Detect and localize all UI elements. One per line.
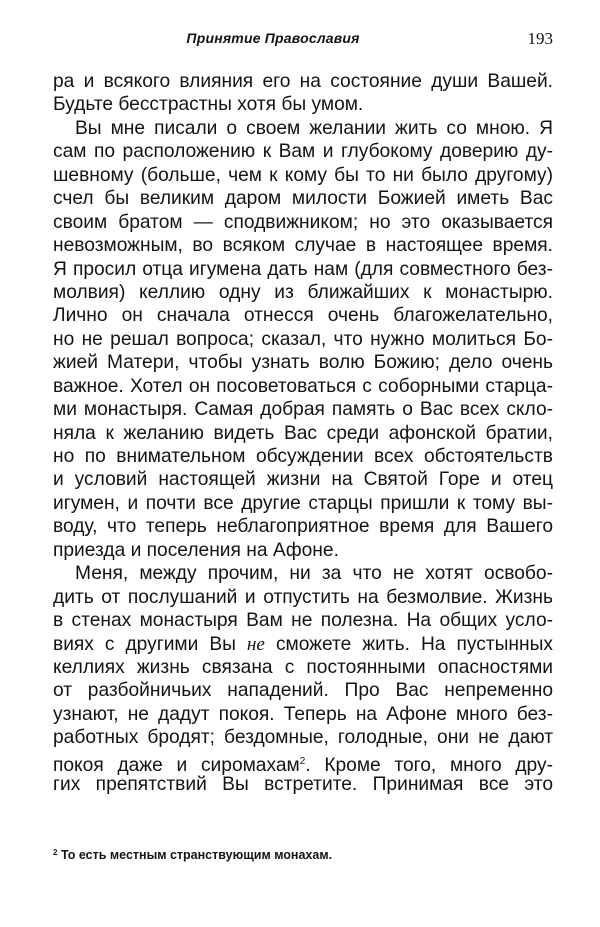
text-line: ра и всякого влияния его на состояние души Вашей. — [53, 71, 553, 92]
text-line — [53, 633, 553, 656]
text-segment: сможете жить. На пустынных — [264, 633, 553, 655]
text-line: работных бродят; бездомные, голодные, они не дают — [53, 727, 553, 749]
text-line: воду, что теперь неблагоприятное время для Вашего — [53, 516, 553, 538]
page-number: 193 — [527, 29, 553, 48]
text-line: Я просил отца игумена дать нам (для совместного без- — [53, 258, 553, 280]
text-line: няла к желанию видеть Вас среди афонской братии, — [53, 422, 553, 444]
text-line: молвия) келлию одну из ближайших к монастырю. — [53, 281, 553, 303]
chapter-title: Принятие Православия — [186, 30, 360, 46]
text-line: Вы мне писали о своем желании жить со мною. Я — [75, 117, 553, 139]
text-line: Будьте бесстрастны хотя бы умом. — [53, 94, 364, 116]
text-line: счел бы великим даром милости Божией иметь Вас — [53, 188, 553, 210]
emphasis: не — [246, 633, 265, 655]
text-line — [53, 750, 553, 776]
text-line: приезда и поселения на Афоне. — [53, 539, 339, 561]
text-line: келлиях жизнь связана с постоянными опасностями — [53, 656, 553, 678]
text-line: в стенах монастыря Вам не полезна. На общих усло- — [53, 610, 553, 632]
footnote-text: То есть местным странствующим монахам. — [60, 848, 333, 862]
text-line: Лично он сначала отнесся очень благожелательно, — [53, 305, 553, 327]
text-line: своим братом — сподвижником; но это оказывается — [53, 211, 553, 233]
running-header — [53, 30, 553, 52]
text-line: гих препятствий Вы встретите. Принимая все это — [53, 774, 553, 796]
text-line: игумен, и почти все другие старцы пришли к тому вы- — [53, 492, 553, 514]
text-segment: покоя даже и сиромахам — [53, 754, 300, 776]
text-line: но не решал вопроса; сказал, что нужно молиться Бо- — [53, 328, 553, 350]
text-line: жией Матери, чтобы узнать волю Божию; дело очень — [53, 352, 553, 374]
text-line: от разбойничьих нападений. Про Вас непременно — [53, 680, 553, 702]
footnote — [53, 848, 553, 862]
footnote-reference: 2 — [299, 755, 306, 767]
text-line: дить от послушаний и отпустить на безмолвие. Жизнь — [53, 586, 553, 608]
body-text — [53, 70, 553, 797]
text-line: и условий настоящей жизни на Святой Горе и отец — [53, 469, 553, 491]
text-line: шевному (больше, чем к кому бы то ни было другому) — [53, 164, 553, 186]
text-line: важное. Хотел он посоветоваться с соборными старца- — [53, 375, 553, 397]
text-line: узнают, не дадут покоя. Теперь на Афоне много без- — [53, 703, 553, 725]
text-segment: . Кроме того, много дру- — [305, 754, 553, 776]
footnote-marker: 2 — [53, 848, 58, 857]
text-line: сам по расположению к Вам и глубокому доверию ду- — [53, 141, 553, 163]
text-line: Меня, между прочим, ни за что не хотят освобо- — [75, 563, 553, 585]
text-line: невозможным, во всяком случае в настоящее время. — [53, 235, 553, 257]
text-line: но по внимательном обсуждении всех обстоятельств — [53, 446, 553, 467]
text-line: ми монастыря. Самая добрая память о Вас всех скло- — [53, 399, 553, 421]
text-segment: виях с другими Вы — [53, 633, 247, 655]
